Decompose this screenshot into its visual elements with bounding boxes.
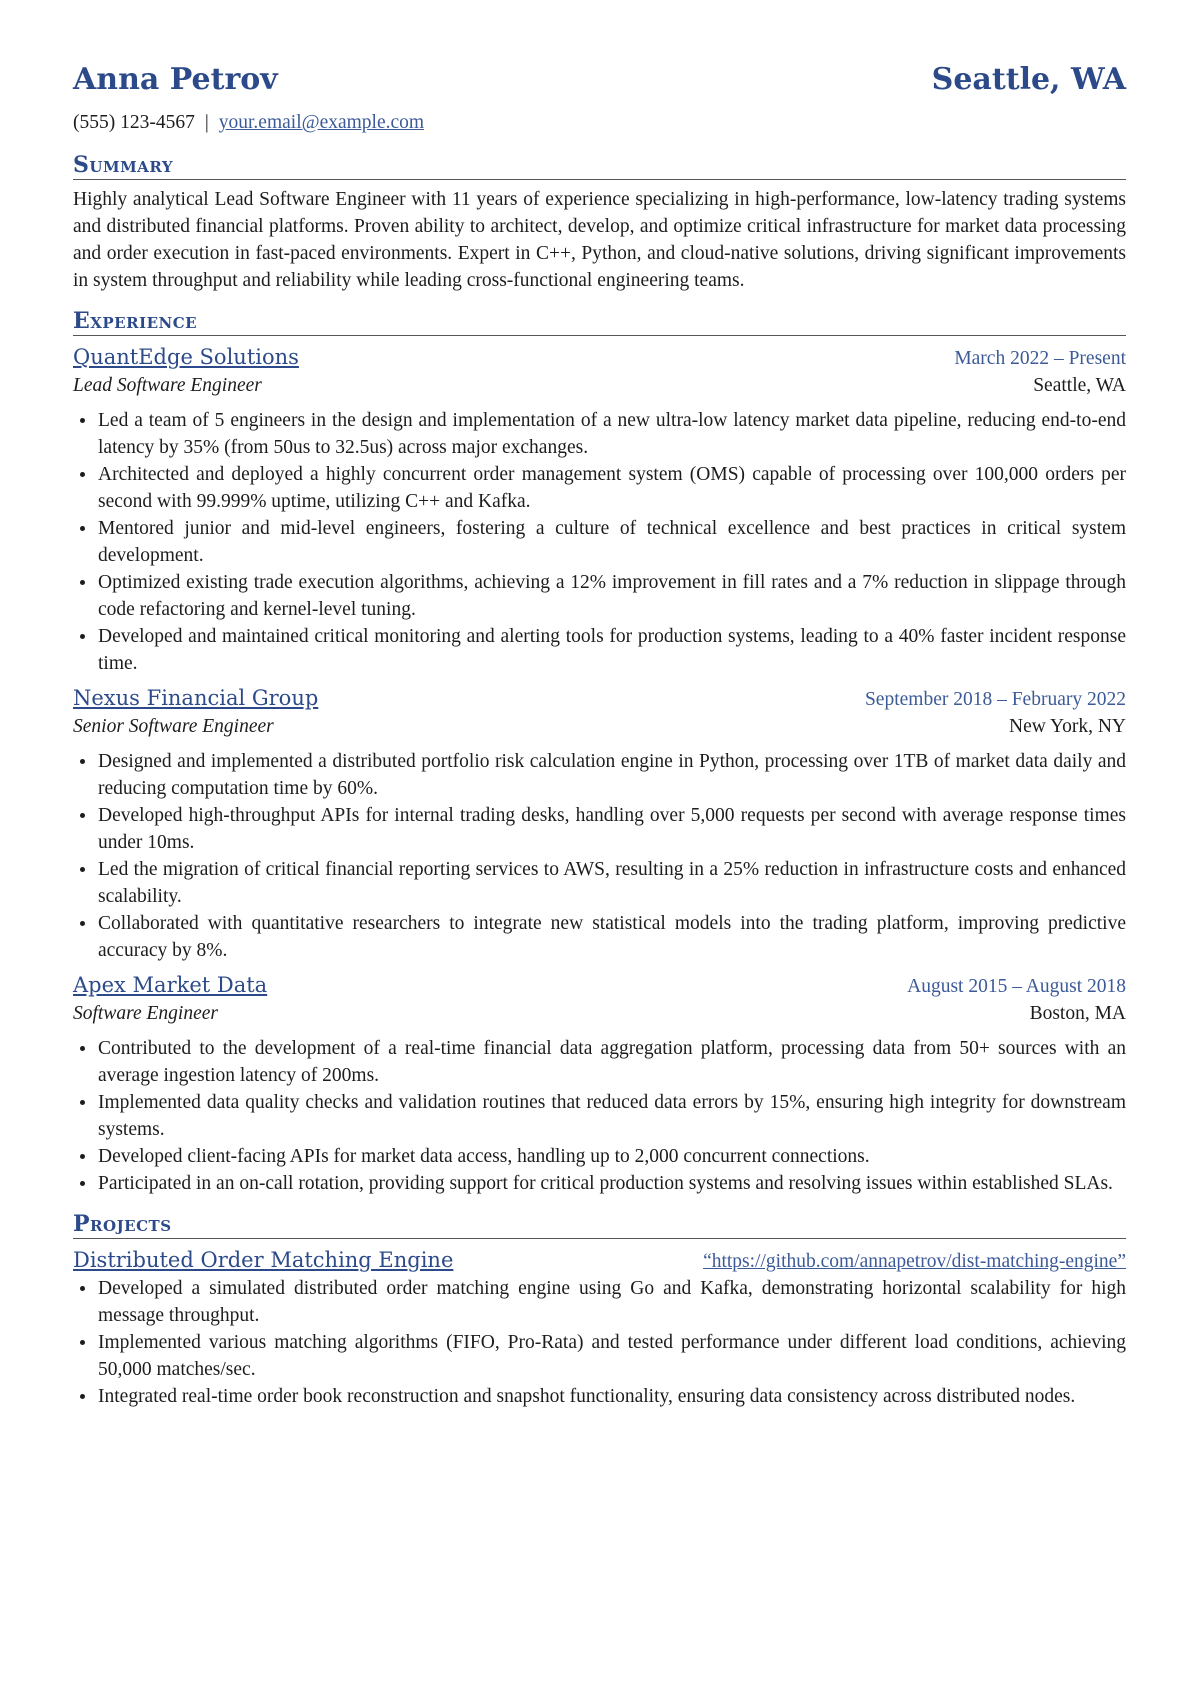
job-entry	[73, 683, 1126, 964]
project-entry	[73, 1245, 1126, 1410]
bullet-item: Designed and implemented a distributed portfolio risk calculation engine in Python, processing over 1TB of market data daily and reducing computation time by 60%.	[73, 748, 1126, 802]
summary-text: Highly analytical Lead Software Engineer with 11 years of experience specializing in high-performance, low-latency trading systems and distributed financial platforms. Proven ability to architect, develop, and optimize critical infrastructure for market data processing and order execution in fast-paced environments. Expert in C++, Python, and cloud-native solutions, driving significant improvements in system throughput and reliability while leading cross-functional engineering teams.	[73, 189, 1126, 291]
job-bullets	[73, 407, 1126, 677]
job-dates: August 2015 – August 2018	[907, 976, 1126, 997]
job-dates: March 2022 – Present	[954, 348, 1126, 369]
job-location: Seattle, WA	[1033, 375, 1126, 396]
contact-line	[73, 112, 1126, 138]
experience-heading: Experience	[73, 308, 1126, 336]
bullet-item: Mentored junior and mid-level engineers, fostering a culture of technical excellence and best practices in critical system development.	[73, 515, 1126, 569]
bullet-item: Led the migration of critical financial reporting services to AWS, resulting in a 25% reduction in infrastructure costs and enhanced scalability.	[73, 856, 1126, 910]
job-role: Software Engineer	[73, 1003, 218, 1024]
bullet-item: Developed a simulated distributed order matching engine using Go and Kafka, demonstrating horizontal scalability for high message throughput.	[73, 1275, 1126, 1329]
job-role: Senior Software Engineer	[73, 716, 274, 737]
project-bullets	[73, 1275, 1126, 1410]
job-dates: September 2018 – February 2022	[864, 689, 1126, 710]
contact-separator: |	[204, 112, 209, 133]
resume-header	[73, 62, 1126, 106]
candidate-location: Seattle, WA	[931, 62, 1126, 97]
phone-number: (555) 123-4567	[73, 112, 195, 133]
job-location: Boston, MA	[1029, 1003, 1126, 1024]
bullet-item: Developed and maintained critical monitoring and alerting tools for production systems, leading to a 40% faster incident response time.	[73, 623, 1126, 677]
summary-heading: Summary	[73, 152, 1126, 180]
bullet-item: Developed high-throughput APIs for internal trading desks, handling over 5,000 requests per second with average response times under 10ms.	[73, 802, 1126, 856]
resume-page	[73, 62, 1126, 1410]
job-role: Lead Software Engineer	[73, 375, 262, 396]
company-name[interactable]: Apex Market Data	[73, 973, 268, 997]
job-bullets	[73, 1035, 1126, 1197]
job-entry	[73, 970, 1126, 1197]
bullet-item: Collaborated with quantitative researchers to integrate new statistical models into the trading platform, improving predictive accuracy by 8%.	[73, 910, 1126, 964]
bullet-item: Implemented various matching algorithms (FIFO, Pro-Rata) and tested performance under different load conditions, achieving 50,000 matches/sec.	[73, 1329, 1126, 1383]
bullet-item: Optimized existing trade execution algorithms, achieving a 12% improvement in fill rates and a 7% reduction in slippage through code refactoring and kernel-level tuning.	[73, 569, 1126, 623]
project-link[interactable]: “https://github.com/annapetrov/dist-matching-engine”	[703, 1251, 1126, 1272]
bullet-item: Developed client-facing APIs for market data access, handling up to 2,000 concurrent connections.	[73, 1143, 1126, 1170]
bullet-item: Led a team of 5 engineers in the design and implementation of a new ultra-low latency market data pipeline, reducing end-to-end latency by 35% (from 50us to 32.5us) across major exchanges.	[73, 407, 1126, 461]
email-link[interactable]: your.email@example.com	[218, 112, 425, 133]
job-entry	[73, 342, 1126, 677]
project-name[interactable]: Distributed Order Matching Engine	[73, 1248, 454, 1272]
bullet-item: Integrated real-time order book reconstruction and snapshot functionality, ensuring data consistency across distributed nodes.	[73, 1383, 1126, 1410]
company-name[interactable]: QuantEdge Solutions	[73, 345, 299, 369]
candidate-name: Anna Petrov	[73, 62, 278, 97]
bullet-item: Participated in an on-call rotation, providing support for critical production systems and resolving issues within established SLAs.	[73, 1170, 1126, 1197]
company-name[interactable]: Nexus Financial Group	[73, 686, 319, 710]
job-bullets	[73, 748, 1126, 964]
job-location: New York, NY	[1008, 716, 1126, 737]
bullet-item: Architected and deployed a highly concurrent order management system (OMS) capable of processing over 100,000 orders per second with 99.999% uptime, utilizing C++ and Kafka.	[73, 461, 1126, 515]
bullet-item: Implemented data quality checks and validation routines that reduced data errors by 15%, ensuring high integrity for downstream systems.	[73, 1089, 1126, 1143]
projects-heading: Projects	[73, 1211, 1126, 1239]
bullet-item: Contributed to the development of a real-time financial data aggregation platform, processing data from 50+ sources with an average ingestion latency of 200ms.	[73, 1035, 1126, 1089]
